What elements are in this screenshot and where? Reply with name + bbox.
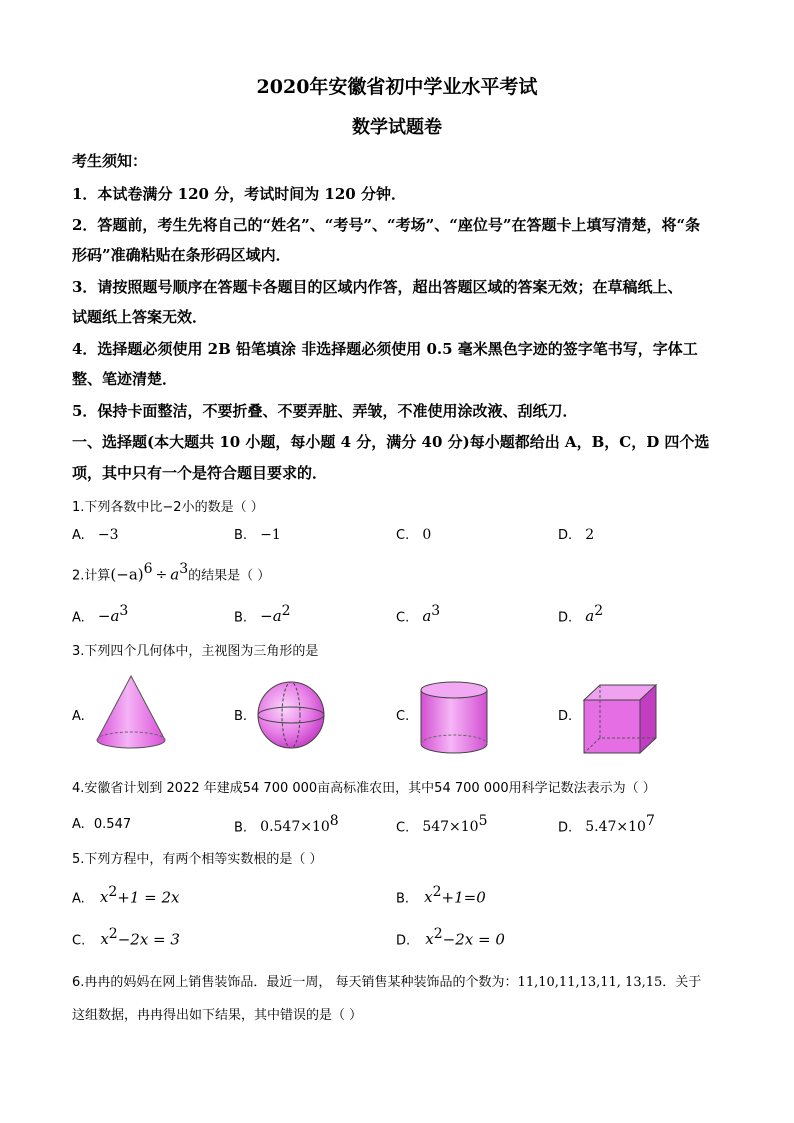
notice-item: 4．选择题必须使用 2B 铅笔填涂 非选择题必须使用 0.5 毫米黑色字迹的签字笔书写，字体工	[72, 340, 698, 358]
question-3-option-c: C.	[396, 709, 410, 724]
cylinder-icon	[418, 680, 490, 756]
question-6-stem-cont: 这组数据，冉冉得出如下结果，其中错误的是（ ）	[72, 1008, 363, 1023]
question-4-option-b: B. $0.547\times 10^8$	[234, 813, 339, 836]
question-4-option-a: A. 0.547	[72, 817, 132, 832]
cube-icon	[580, 682, 660, 756]
question-1-option-d: D. 2	[558, 527, 595, 543]
page-title: 2020年安徽省初中学业水平考试	[256, 76, 538, 98]
sphere-icon	[256, 680, 326, 750]
page-subtitle: 数学试题卷	[352, 117, 442, 138]
notice-item: 1．本试卷满分 120 分，考试时间为 120 分钟．	[72, 185, 406, 203]
notice-item: 试题纸上答案无效．	[72, 308, 208, 326]
notice-item: 2．答题前，考生先将自己的“姓名”、“考号”、“考场”、“座位号”在答题卡上填写清楚，将“条	[72, 216, 701, 234]
question-1-option-c: C. 0	[396, 527, 432, 543]
question-4-option-d: D. $5.47\times 10^7$	[558, 813, 655, 836]
notice-item: 整、笔迹清楚．	[72, 370, 178, 388]
question-2-option-c: C. $a^3$	[396, 603, 441, 626]
question-4-option-c: C. $547\times 10^5$	[396, 813, 488, 836]
question-4-stem: 4.安徽省计划到 2022 年建成54 700 000亩高标准农田，其中54 700 000用科学记数法表示为（ ）	[72, 781, 656, 796]
question-2-option-b: B. $-a^2$	[234, 603, 291, 626]
question-5-option-a: A. $x^2+1 = 2x$	[72, 884, 180, 907]
section-heading-cont: 项，其中只有一个是符合题目要求的．	[72, 464, 328, 482]
question-2-option-a: A. $-a^3$	[72, 603, 129, 626]
question-3-option-d: D.	[558, 709, 573, 724]
notice-item: 5．保持卡面整洁，不要折叠、不要弄脏、弄皱，不准使用涂改液、刮纸刀．	[72, 402, 578, 420]
question-5-option-d: D. $x^2-2x = 0$	[396, 926, 505, 949]
question-5-option-c: C. $x^2-2x = 3$	[72, 926, 180, 949]
notice-heading: 考生须知：	[72, 152, 148, 170]
question-3-option-a: A.	[72, 709, 85, 724]
question-1-stem: 1.下列各数中比−2小的数是（ ）	[72, 500, 264, 515]
question-2-option-d: D. $a^2$	[558, 603, 604, 626]
question-5-option-b: B. $x^2+1=0$	[396, 884, 486, 907]
cone-icon	[94, 672, 168, 750]
section-heading: 一、选择题(本大题共 10 小题，每小题 4 分，满分 40 分)每小题都给出 A，B，C，D 四个选	[72, 433, 710, 451]
question-1-option-b: B. −1	[234, 527, 281, 543]
question-1-option-a: A. −3	[72, 527, 119, 543]
question-5-stem: 5.下列方程中，有两个相等实数根的是（ ）	[72, 852, 323, 867]
question-3-stem: 3.下列四个几何体中，主视图为三角形的是	[72, 644, 319, 659]
question-2-stem: 2.计算$(-a)^6 \div a^3$的结果是（ ）	[72, 561, 271, 584]
notice-item: 3．请按照题号顺序在答题卡各题目的区域内作答，超出答题区域的答案无效；在草稿纸上、	[72, 278, 683, 296]
question-6-stem: 6.冉冉的妈妈在网上销售装饰品．最近一周， 每天销售某种装饰品的个数为：11,10,11,13,11, 13,15．关于	[72, 975, 702, 990]
notice-item: 形码”准确粘贴在条形码区域内．	[72, 246, 291, 264]
question-3-option-b: B.	[234, 709, 248, 724]
